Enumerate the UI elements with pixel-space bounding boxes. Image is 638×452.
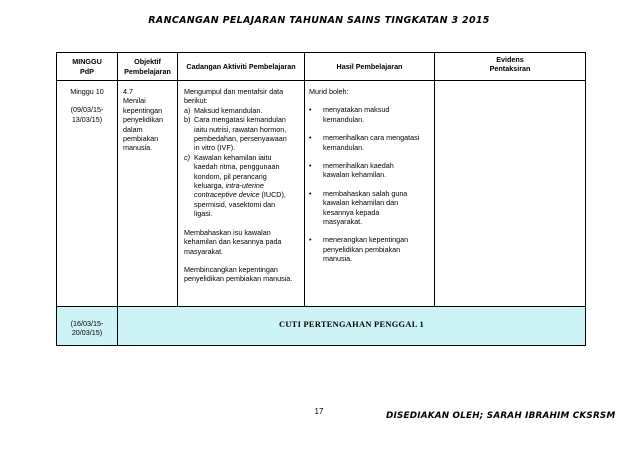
outcome-intro: Murid boleh: [309,87,349,96]
activity-item-b [184,115,300,153]
activity-paragraph: masyarakat. [184,246,224,256]
objective-line: manusia. [123,143,153,153]
item-line: spermisid, vasektomi dan [194,199,276,209]
page-title: RANCANGAN PELAJARAN TAHUNAN SAINS TINGKATAN 3 2015 [148,15,490,26]
bullet-icon: • [309,105,312,115]
table-row [57,81,586,307]
objective-line: pembiakan [123,134,159,144]
item-text [194,153,286,219]
activity-paragraph: penyelidikan pembiakan manusia. [184,274,293,284]
outcome-item [309,133,430,152]
outcome-line: kesannya kepada [323,207,380,217]
bullet-icon: • [309,161,312,171]
page-number: 17 [314,407,324,416]
outcome-line: menyatakan maksud [323,105,390,115]
header-evidens [435,53,586,81]
objective-line: penyelidikan [123,115,163,125]
outcome-line: memerihalkan kaedah [323,161,394,171]
table-row-break [57,307,586,346]
header-evidens-line1: Evidens [496,55,524,64]
item-text-italic: contraceptive device [194,190,260,200]
item-label: a) [184,105,191,115]
week-cell [57,81,118,307]
outcome-line: menerangkan kepentingan [323,235,409,245]
lesson-plan-table [56,52,586,346]
item-line: pembedahan, persenyawaan [194,134,287,144]
item-line: iaitu nutrisi, rawatan hormon, [194,124,287,134]
outcome-item [309,105,430,124]
outcome-line: manusia. [323,254,353,264]
outcome-line: kemandulan. [323,142,365,152]
outcome-line: kawalan kehamilan dan [323,198,399,208]
activity-paragraph: kehamilan dan kesannya pada [184,237,282,247]
outcome-item [309,189,430,227]
outcome-item [309,161,430,180]
bullet-icon: • [309,188,312,198]
item-line [194,181,286,190]
item-line: Cara mengatasi kemandulan [194,115,286,125]
header-evidens-line2: Pentaksiran [489,64,531,74]
header-minggu [57,53,118,81]
break-dates-start: (16/03/15- [70,319,104,328]
header-objektif-line2: Pembelajaran [124,66,171,76]
activity-item-c [184,153,300,219]
break-week-cell [57,307,118,346]
item-line: kondom, pil perancang [194,171,267,181]
activity-intro: Mengumpul dan mentafsir data [184,87,284,96]
item-text [194,115,287,153]
evidence-cell [435,81,586,307]
item-line: in vitro (IVF). [194,143,236,153]
objective-line: Menilai [123,96,146,106]
item-text-part: (IUCD), [259,190,286,200]
header-objektif-line1: Objektif [134,57,161,67]
header-hasil: Hasil Pembelajaran [305,53,435,81]
activity-item-a [184,106,300,115]
item-text-italic: intra-uterine [225,181,264,191]
outcome-line: kawalan kehamilan. [323,170,387,180]
outcome-line: membahaskan salah guna [323,188,408,198]
activity-paragraph: Membahaskan isu kawalan [184,227,271,237]
break-label: CUTI PERTENGAHAN PENGGAL 1 [278,320,424,329]
activity-paragraph: Membincangkan kepentingan [184,264,278,274]
item-line: Kawalan kehamilan iaitu [194,152,272,162]
week-label: Minggu 10 [70,87,104,96]
bullet-icon: • [309,235,312,245]
objective-cell [118,81,178,307]
activity-intro: berikut: [184,96,208,106]
objective-line: dalam [123,124,143,134]
week-dates-start: (09/03/15- [70,105,104,115]
item-line: kaedah ritma, penggunaan [194,162,280,172]
header-minggu-line1: MINGGU [72,57,102,67]
header-minggu-line2: PdP [80,66,94,76]
outcome-line: masyarakat. [323,217,363,227]
item-label: c) [184,152,190,162]
item-line [194,190,286,199]
table-header-row [57,53,586,81]
objective-line: kepentingan [123,105,163,115]
header-objektif [118,53,178,81]
bullet-icon: • [309,133,312,143]
break-label-cell [118,307,586,346]
footer-credit: DISEDIAKAN OLEH; SARAH IBRAHIM CKSRSM [386,411,616,421]
outcome-line: kemandulan. [323,114,365,124]
item-label: b) [184,115,191,125]
header-aktiviti: Cadangan Aktiviti Pembelajaran [178,53,305,81]
outcome-line: penyelidikan pembiakan [323,244,401,254]
outcome-item [309,235,430,263]
break-dates-end: 20/03/15) [71,328,103,338]
outcome-line: memerihalkan cara mengatasi [323,133,420,143]
item-text-part: keluarga, [194,181,226,191]
outcome-cell [305,81,435,307]
item-line: ligasi. [194,209,213,219]
activity-cell [178,81,305,307]
objective-line: 4.7 [123,87,133,96]
item-text: Maksud kemandulan. [194,105,263,115]
week-dates-end: 13/03/15) [71,114,103,124]
